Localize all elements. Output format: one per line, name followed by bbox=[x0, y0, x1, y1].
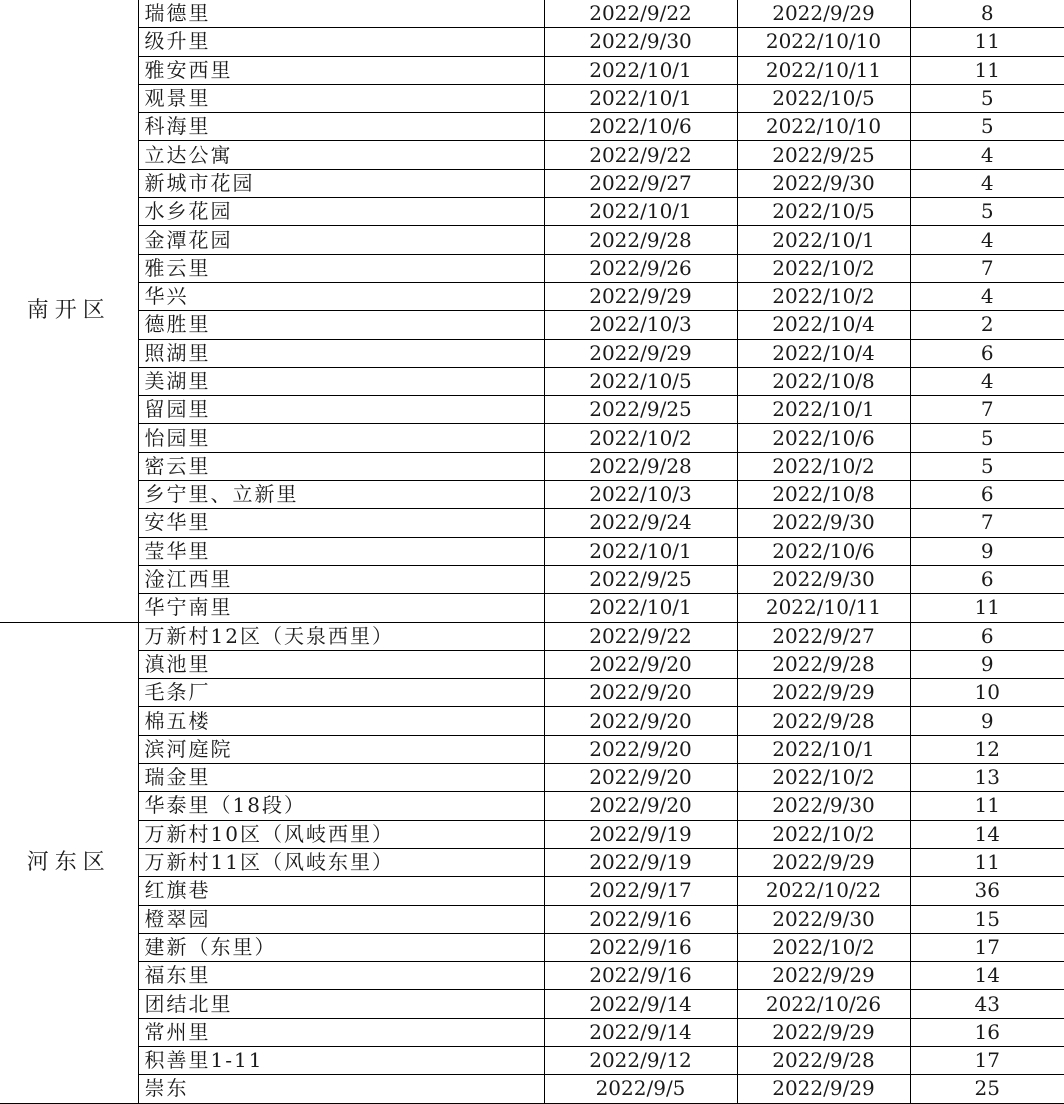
community-name-cell: 科海里 bbox=[138, 113, 544, 141]
community-name-cell: 万新村10区（风岐西里） bbox=[138, 820, 544, 848]
end-date-cell: 2022/10/2 bbox=[737, 820, 910, 848]
community-name-cell: 滇池里 bbox=[138, 650, 544, 678]
days-count-cell: 17 bbox=[910, 1046, 1064, 1074]
days-count-cell: 11 bbox=[910, 56, 1064, 84]
table-row bbox=[0, 198, 1064, 226]
start-date-cell: 2022/9/20 bbox=[544, 735, 737, 763]
community-name-cell: 滨河庭院 bbox=[138, 735, 544, 763]
days-count-cell: 7 bbox=[910, 396, 1064, 424]
table-row bbox=[0, 396, 1064, 424]
end-date-cell: 2022/9/30 bbox=[737, 792, 910, 820]
end-date-cell: 2022/10/8 bbox=[737, 481, 910, 509]
days-count-cell: 5 bbox=[910, 198, 1064, 226]
start-date-cell: 2022/9/20 bbox=[544, 764, 737, 792]
start-date-cell: 2022/9/25 bbox=[544, 396, 737, 424]
community-name-cell: 密云里 bbox=[138, 452, 544, 480]
community-name-cell: 常州里 bbox=[138, 1018, 544, 1046]
start-date-cell: 2022/9/29 bbox=[544, 339, 737, 367]
community-name-cell: 新城市花园 bbox=[138, 169, 544, 197]
community-name-cell: 留园里 bbox=[138, 396, 544, 424]
end-date-cell: 2022/10/1 bbox=[737, 396, 910, 424]
start-date-cell: 2022/9/22 bbox=[544, 622, 737, 650]
end-date-cell: 2022/10/26 bbox=[737, 990, 910, 1018]
days-count-cell: 9 bbox=[910, 707, 1064, 735]
start-date-cell: 2022/9/14 bbox=[544, 1018, 737, 1046]
community-name-cell: 级升里 bbox=[138, 28, 544, 56]
days-count-cell: 8 bbox=[910, 0, 1064, 28]
table-row bbox=[0, 565, 1064, 593]
end-date-cell: 2022/9/30 bbox=[737, 565, 910, 593]
start-date-cell: 2022/10/3 bbox=[544, 481, 737, 509]
start-date-cell: 2022/9/16 bbox=[544, 905, 737, 933]
community-name-cell: 立达公寓 bbox=[138, 141, 544, 169]
community-name-cell: 万新村12区（天泉西里） bbox=[138, 622, 544, 650]
community-name-cell: 美湖里 bbox=[138, 367, 544, 395]
community-name-cell: 雅安西里 bbox=[138, 56, 544, 84]
end-date-cell: 2022/10/11 bbox=[737, 56, 910, 84]
start-date-cell: 2022/10/1 bbox=[544, 537, 737, 565]
end-date-cell: 2022/10/8 bbox=[737, 367, 910, 395]
end-date-cell: 2022/9/29 bbox=[737, 848, 910, 876]
end-date-cell: 2022/10/5 bbox=[737, 198, 910, 226]
end-date-cell: 2022/9/28 bbox=[737, 650, 910, 678]
days-count-cell: 4 bbox=[910, 169, 1064, 197]
start-date-cell: 2022/9/28 bbox=[544, 226, 737, 254]
end-date-cell: 2022/9/29 bbox=[737, 1075, 910, 1103]
days-count-cell: 14 bbox=[910, 820, 1064, 848]
days-count-cell: 5 bbox=[910, 424, 1064, 452]
table-row bbox=[0, 594, 1064, 622]
start-date-cell: 2022/9/25 bbox=[544, 565, 737, 593]
start-date-cell: 2022/9/5 bbox=[544, 1075, 737, 1103]
start-date-cell: 2022/9/22 bbox=[544, 141, 737, 169]
start-date-cell: 2022/10/3 bbox=[544, 311, 737, 339]
end-date-cell: 2022/10/1 bbox=[737, 735, 910, 763]
table-row bbox=[0, 933, 1064, 961]
table-row bbox=[0, 56, 1064, 84]
days-count-cell: 6 bbox=[910, 339, 1064, 367]
table-row bbox=[0, 990, 1064, 1018]
days-count-cell: 36 bbox=[910, 877, 1064, 905]
end-date-cell: 2022/10/2 bbox=[737, 933, 910, 961]
community-name-cell: 棉五楼 bbox=[138, 707, 544, 735]
days-count-cell: 5 bbox=[910, 113, 1064, 141]
start-date-cell: 2022/9/14 bbox=[544, 990, 737, 1018]
days-count-cell: 2 bbox=[910, 311, 1064, 339]
table-row bbox=[0, 1018, 1064, 1046]
table-row bbox=[0, 311, 1064, 339]
table-row bbox=[0, 792, 1064, 820]
start-date-cell: 2022/10/1 bbox=[544, 56, 737, 84]
start-date-cell: 2022/9/28 bbox=[544, 452, 737, 480]
days-count-cell: 11 bbox=[910, 848, 1064, 876]
table-row bbox=[0, 141, 1064, 169]
community-name-cell: 万新村11区（风岐东里） bbox=[138, 848, 544, 876]
days-count-cell: 7 bbox=[910, 254, 1064, 282]
table-row bbox=[0, 877, 1064, 905]
start-date-cell: 2022/9/19 bbox=[544, 820, 737, 848]
days-count-cell: 6 bbox=[910, 622, 1064, 650]
table-row bbox=[0, 764, 1064, 792]
table-row bbox=[0, 367, 1064, 395]
table-row bbox=[0, 169, 1064, 197]
end-date-cell: 2022/10/22 bbox=[737, 877, 910, 905]
community-name-cell: 瑞金里 bbox=[138, 764, 544, 792]
community-name-cell: 雅云里 bbox=[138, 254, 544, 282]
start-date-cell: 2022/9/20 bbox=[544, 792, 737, 820]
table-row bbox=[0, 848, 1064, 876]
days-count-cell: 15 bbox=[910, 905, 1064, 933]
community-name-cell: 华兴 bbox=[138, 282, 544, 310]
table-row bbox=[0, 481, 1064, 509]
community-name-cell: 淦江西里 bbox=[138, 565, 544, 593]
table-row bbox=[0, 452, 1064, 480]
days-count-cell: 11 bbox=[910, 792, 1064, 820]
table-row bbox=[0, 226, 1064, 254]
table-row bbox=[0, 113, 1064, 141]
start-date-cell: 2022/9/29 bbox=[544, 282, 737, 310]
days-count-cell: 7 bbox=[910, 509, 1064, 537]
community-name-cell: 华宁南里 bbox=[138, 594, 544, 622]
end-date-cell: 2022/10/2 bbox=[737, 282, 910, 310]
days-count-cell: 5 bbox=[910, 452, 1064, 480]
start-date-cell: 2022/9/26 bbox=[544, 254, 737, 282]
start-date-cell: 2022/10/1 bbox=[544, 594, 737, 622]
days-count-cell: 11 bbox=[910, 28, 1064, 56]
days-count-cell: 13 bbox=[910, 764, 1064, 792]
end-date-cell: 2022/9/28 bbox=[737, 707, 910, 735]
end-date-cell: 2022/10/10 bbox=[737, 28, 910, 56]
start-date-cell: 2022/10/6 bbox=[544, 113, 737, 141]
days-count-cell: 4 bbox=[910, 282, 1064, 310]
start-date-cell: 2022/10/1 bbox=[544, 84, 737, 112]
end-date-cell: 2022/9/30 bbox=[737, 169, 910, 197]
table-row bbox=[0, 424, 1064, 452]
start-date-cell: 2022/9/16 bbox=[544, 933, 737, 961]
table-row bbox=[0, 339, 1064, 367]
days-count-cell: 5 bbox=[910, 84, 1064, 112]
start-date-cell: 2022/9/20 bbox=[544, 707, 737, 735]
days-count-cell: 25 bbox=[910, 1075, 1064, 1103]
table-row bbox=[0, 1046, 1064, 1074]
end-date-cell: 2022/10/2 bbox=[737, 452, 910, 480]
community-name-cell: 崇东 bbox=[138, 1075, 544, 1103]
district-cell: 河东区 bbox=[0, 622, 138, 1103]
end-date-cell: 2022/9/29 bbox=[737, 1018, 910, 1046]
table-row bbox=[0, 28, 1064, 56]
start-date-cell: 2022/9/12 bbox=[544, 1046, 737, 1074]
end-date-cell: 2022/10/10 bbox=[737, 113, 910, 141]
table-row bbox=[0, 254, 1064, 282]
table-row bbox=[0, 820, 1064, 848]
table-row bbox=[0, 962, 1064, 990]
community-name-cell: 乡宁里、立新里 bbox=[138, 481, 544, 509]
start-date-cell: 2022/9/20 bbox=[544, 679, 737, 707]
community-name-cell: 金潭花园 bbox=[138, 226, 544, 254]
days-count-cell: 17 bbox=[910, 933, 1064, 961]
end-date-cell: 2022/10/4 bbox=[737, 339, 910, 367]
end-date-cell: 2022/9/30 bbox=[737, 509, 910, 537]
end-date-cell: 2022/10/2 bbox=[737, 254, 910, 282]
end-date-cell: 2022/9/30 bbox=[737, 905, 910, 933]
end-date-cell: 2022/9/27 bbox=[737, 622, 910, 650]
table-row bbox=[0, 650, 1064, 678]
days-count-cell: 4 bbox=[910, 141, 1064, 169]
days-count-cell: 11 bbox=[910, 594, 1064, 622]
days-count-cell: 14 bbox=[910, 962, 1064, 990]
community-name-cell: 红旗巷 bbox=[138, 877, 544, 905]
table-row bbox=[0, 1075, 1064, 1103]
end-date-cell: 2022/9/29 bbox=[737, 0, 910, 28]
start-date-cell: 2022/9/30 bbox=[544, 28, 737, 56]
table-row bbox=[0, 707, 1064, 735]
start-date-cell: 2022/9/20 bbox=[544, 650, 737, 678]
days-count-cell: 10 bbox=[910, 679, 1064, 707]
community-name-cell: 毛条厂 bbox=[138, 679, 544, 707]
community-name-cell: 观景里 bbox=[138, 84, 544, 112]
community-name-cell: 团结北里 bbox=[138, 990, 544, 1018]
end-date-cell: 2022/10/6 bbox=[737, 424, 910, 452]
days-count-cell: 6 bbox=[910, 481, 1064, 509]
table-row bbox=[0, 537, 1064, 565]
days-count-cell: 9 bbox=[910, 537, 1064, 565]
community-name-cell: 橙翠园 bbox=[138, 905, 544, 933]
community-name-cell: 瑞德里 bbox=[138, 0, 544, 28]
days-count-cell: 4 bbox=[910, 367, 1064, 395]
table-row bbox=[0, 0, 1064, 28]
days-count-cell: 43 bbox=[910, 990, 1064, 1018]
end-date-cell: 2022/10/4 bbox=[737, 311, 910, 339]
start-date-cell: 2022/10/2 bbox=[544, 424, 737, 452]
start-date-cell: 2022/9/24 bbox=[544, 509, 737, 537]
table-row bbox=[0, 622, 1064, 650]
start-date-cell: 2022/9/16 bbox=[544, 962, 737, 990]
end-date-cell: 2022/9/28 bbox=[737, 1046, 910, 1074]
table-row bbox=[0, 905, 1064, 933]
start-date-cell: 2022/10/1 bbox=[544, 198, 737, 226]
start-date-cell: 2022/9/22 bbox=[544, 0, 737, 28]
table-row bbox=[0, 679, 1064, 707]
community-name-cell: 建新（东里） bbox=[138, 933, 544, 961]
community-name-cell: 安华里 bbox=[138, 509, 544, 537]
end-date-cell: 2022/9/25 bbox=[737, 141, 910, 169]
community-name-cell: 水乡花园 bbox=[138, 198, 544, 226]
start-date-cell: 2022/9/19 bbox=[544, 848, 737, 876]
end-date-cell: 2022/10/2 bbox=[737, 764, 910, 792]
start-date-cell: 2022/9/17 bbox=[544, 877, 737, 905]
table-row bbox=[0, 84, 1064, 112]
community-name-cell: 照湖里 bbox=[138, 339, 544, 367]
community-name-cell: 积善里1-11 bbox=[138, 1046, 544, 1074]
table-row bbox=[0, 282, 1064, 310]
days-count-cell: 12 bbox=[910, 735, 1064, 763]
community-name-cell: 华泰里（18段） bbox=[138, 792, 544, 820]
start-date-cell: 2022/9/27 bbox=[544, 169, 737, 197]
community-name-cell: 德胜里 bbox=[138, 311, 544, 339]
days-count-cell: 4 bbox=[910, 226, 1064, 254]
end-date-cell: 2022/9/29 bbox=[737, 679, 910, 707]
days-count-cell: 6 bbox=[910, 565, 1064, 593]
table-row bbox=[0, 509, 1064, 537]
end-date-cell: 2022/10/6 bbox=[737, 537, 910, 565]
start-date-cell: 2022/10/5 bbox=[544, 367, 737, 395]
end-date-cell: 2022/10/11 bbox=[737, 594, 910, 622]
days-count-cell: 16 bbox=[910, 1018, 1064, 1046]
community-name-cell: 莹华里 bbox=[138, 537, 544, 565]
community-name-cell: 怡园里 bbox=[138, 424, 544, 452]
table-row bbox=[0, 735, 1064, 763]
district-cell: 南开区 bbox=[0, 0, 138, 622]
days-count-cell: 9 bbox=[910, 650, 1064, 678]
community-name-cell: 福东里 bbox=[138, 962, 544, 990]
end-date-cell: 2022/9/29 bbox=[737, 962, 910, 990]
end-date-cell: 2022/10/5 bbox=[737, 84, 910, 112]
end-date-cell: 2022/10/1 bbox=[737, 226, 910, 254]
